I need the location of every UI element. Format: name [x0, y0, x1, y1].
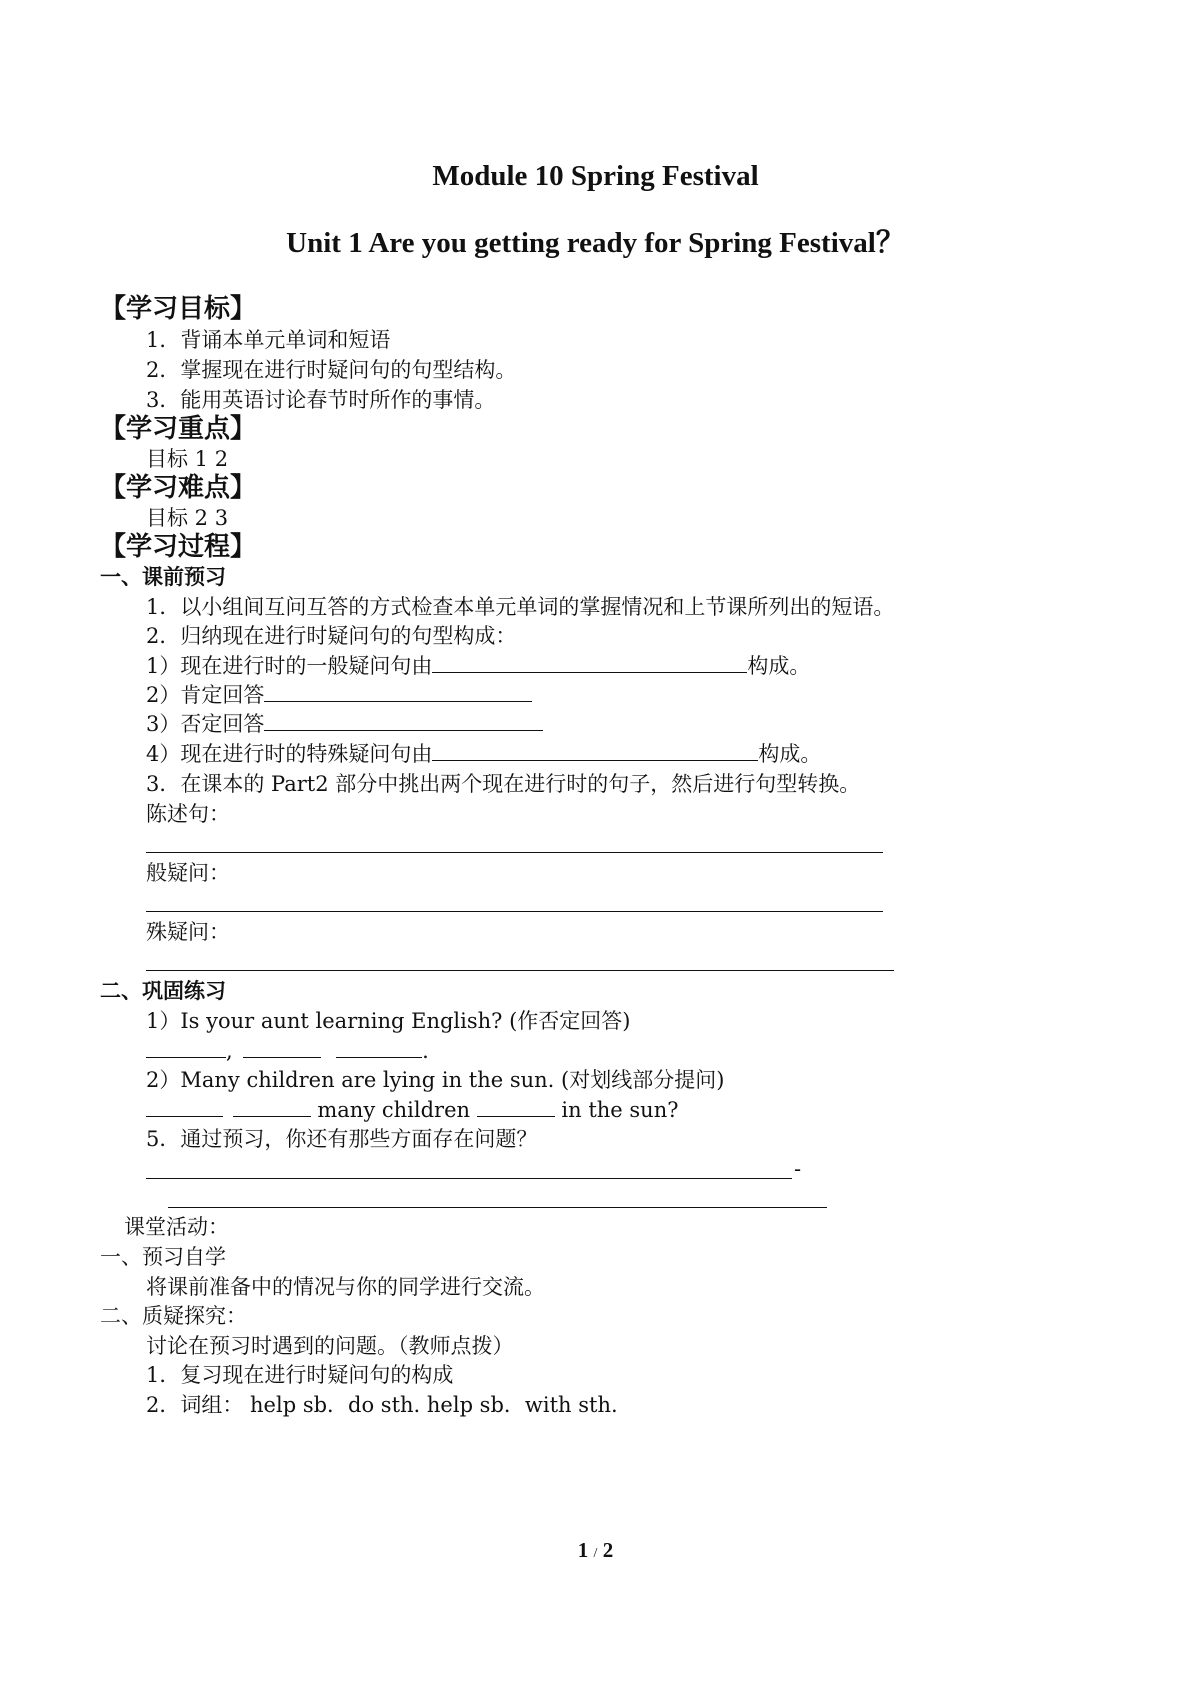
preview-item-2: 2．归纳现在进行时疑问句的句型构成： [146, 624, 517, 648]
self-study-text: 将课前准备中的情况与你的同学进行交流。 [146, 1275, 545, 1299]
period: . [422, 1039, 429, 1063]
question-4-suffix: 构成。 [758, 742, 822, 766]
answer-blank[interactable] [432, 740, 758, 761]
goal-item-2: 2．掌握现在进行时疑问句的句型结构。 [146, 358, 517, 382]
answer-blank[interactable] [233, 1096, 311, 1117]
statement-label: 陈述句： [146, 802, 230, 826]
preview-item-3: 3．在课本的 Part2 部分中挑出两个现在进行时的句子，然后进行句型转换。 [146, 772, 861, 796]
answer-blank[interactable] [477, 1096, 555, 1117]
inquiry-heading: 二、质疑探究： [100, 1304, 247, 1328]
total-pages: 2 [602, 1538, 614, 1562]
preview-question-2 [146, 681, 532, 709]
exercise-2-end-text: in the sun? [561, 1098, 679, 1122]
inquiry-item-1: 1．复习现在进行时疑问句的构成 [146, 1363, 454, 1387]
goal-item-3: 3．能用英语讨论春节时所作的事情。 [146, 388, 496, 412]
exercise-1-answer [146, 1037, 429, 1065]
exercise-2: 2）Many children are lying in the sun. (对划线部分提问) [146, 1068, 725, 1092]
answer-blank[interactable] [336, 1037, 422, 1058]
preview-heading: 一、课前预习 [100, 565, 226, 589]
page-separator: / [593, 1546, 598, 1561]
preview-item-1: 1．以小组间互问互答的方式检查本单元单词的掌握情况和上节课所列出的短语。 [146, 595, 895, 619]
special-question-label: 殊疑问： [146, 920, 230, 944]
exercise-2-middle-text: many children [317, 1098, 471, 1122]
preview-question-3 [146, 710, 543, 738]
module-title: Module 10 Spring Festival [432, 160, 759, 192]
answer-blank[interactable] [264, 710, 543, 731]
page-number [0, 1538, 1191, 1563]
question-1-suffix: 构成。 [747, 654, 811, 678]
answer-blank[interactable] [243, 1037, 321, 1058]
problem-answer-line-2[interactable] [168, 1207, 827, 1208]
self-study-heading: 一、预习自学 [100, 1245, 226, 1269]
process-heading: 【学习过程】 [100, 532, 257, 562]
inquiry-text: 讨论在预习时遇到的问题。（教师点拨） [146, 1334, 514, 1358]
exercise-2-answer [146, 1096, 678, 1124]
preview-item-5: 5．通过预习，你还有那些方面存在问题？ [146, 1127, 538, 1151]
general-question-label: 般疑问： [146, 861, 230, 885]
exercise-1: 1）Is your aunt learning English? (作否定回答) [146, 1009, 631, 1033]
key-points-heading: 【学习重点】 [100, 414, 257, 444]
goal-item-1: 1．背诵本单元单词和短语 [146, 328, 391, 352]
line-dash: - [794, 1157, 802, 1181]
preview-question-1 [146, 652, 810, 680]
difficulties-text: 目标 2 3 [146, 506, 229, 530]
answer-blank[interactable] [264, 681, 532, 702]
question-3-prefix: 3）否定回答 [146, 712, 265, 736]
question-2-prefix: 2）肯定回答 [146, 683, 265, 707]
answer-blank[interactable] [146, 1096, 223, 1117]
difficulties-heading: 【学习难点】 [100, 473, 257, 503]
comma: , [226, 1039, 233, 1063]
unit-title: Unit 1 Are you getting ready for Spring Festival？ [286, 227, 905, 259]
inquiry-item-2: 2．词组： help sb．do sth. help sb．with sth. [146, 1393, 618, 1417]
answer-blank[interactable] [432, 652, 747, 673]
problem-answer-line-1[interactable] [146, 1178, 792, 1179]
practice-heading: 二、巩固练习 [100, 979, 226, 1003]
question-1-prefix: 1）现在进行时的一般疑问句由 [146, 654, 433, 678]
key-points-text: 目标 1 2 [146, 447, 229, 471]
general-question-answer-line[interactable] [146, 911, 883, 912]
goals-heading: 【学习目标】 [100, 294, 257, 324]
current-page: 1 [577, 1538, 589, 1562]
question-4-prefix: 4）现在进行时的特殊疑问句由 [146, 742, 433, 766]
statement-answer-line[interactable] [146, 852, 883, 853]
special-question-answer-line[interactable] [146, 970, 894, 971]
classroom-heading: 课堂活动： [124, 1215, 229, 1239]
preview-question-4 [146, 740, 821, 768]
answer-blank[interactable] [146, 1037, 226, 1058]
